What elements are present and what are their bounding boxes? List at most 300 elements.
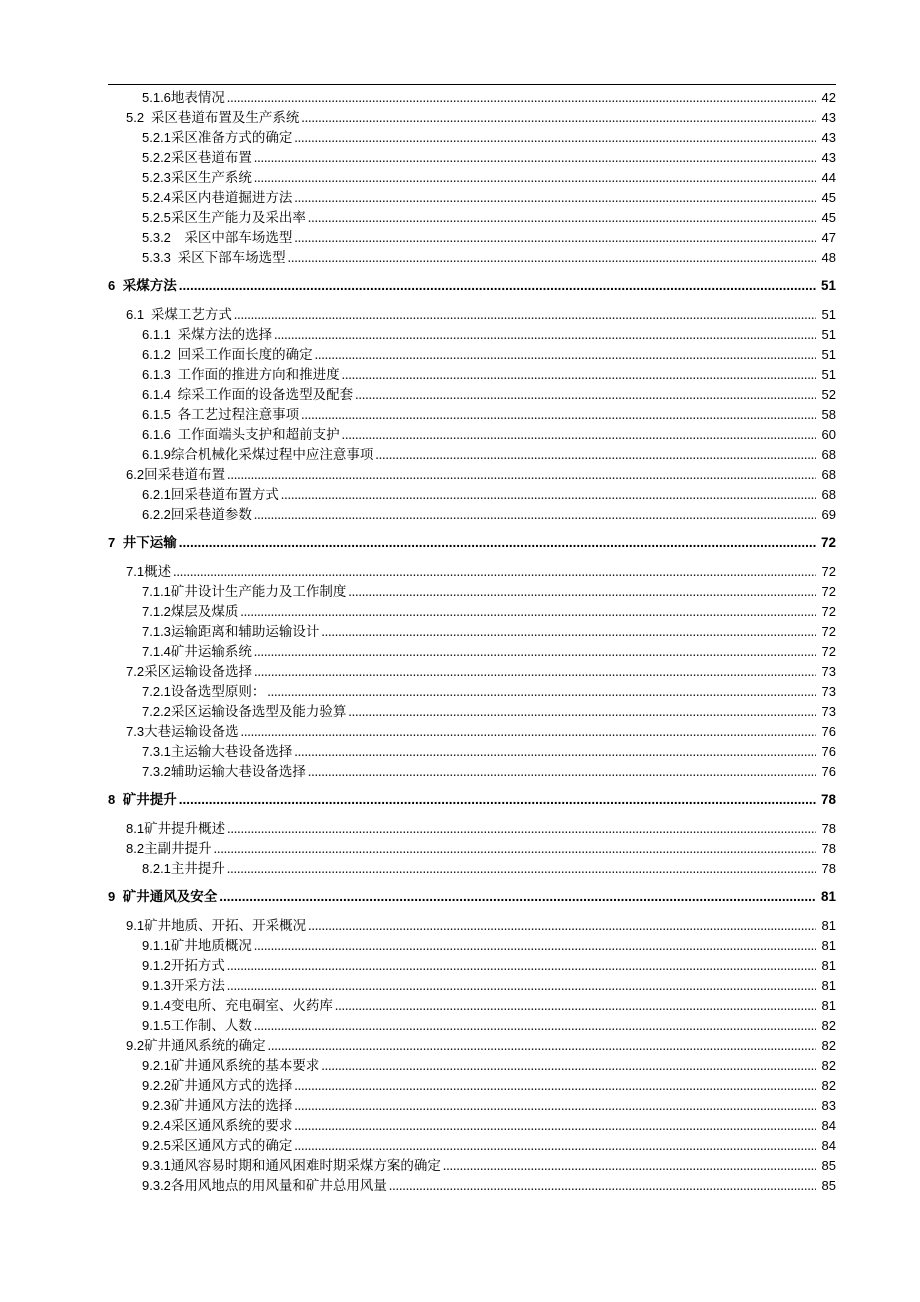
- toc-entry-number: 9.3.2: [142, 1178, 171, 1193]
- toc-entry-text: 矿井通风及安全: [115, 889, 218, 904]
- toc-entry-page-number: 43: [821, 150, 836, 165]
- toc-entry-text: 采区运输设备选择: [144, 664, 253, 679]
- toc-entry-number: 6.1.5: [142, 407, 171, 422]
- toc-entry-text: 主副井提升: [144, 841, 212, 856]
- toc-leader-dots: [308, 762, 816, 782]
- toc-entry-text: 设备选型原则：: [170, 684, 266, 699]
- toc-entry[interactable]: [108, 445, 836, 465]
- toc-entry-number: 8: [108, 792, 116, 807]
- toc-entry[interactable]: [108, 1076, 836, 1096]
- toc-leader-dots: [294, 1076, 816, 1096]
- toc-entry[interactable]: [108, 976, 836, 996]
- toc-entry-text: 开拓方式: [170, 958, 225, 973]
- toc-entry-page-number: 68: [821, 487, 836, 502]
- toc-entry-title: [142, 148, 254, 168]
- toc-entry-number: 7.1.4: [142, 644, 171, 659]
- toc-entry-title: [126, 916, 308, 936]
- toc-entry-text: 变电所、充电硐室、火药库: [170, 998, 333, 1013]
- toc-entry-number: 5.2.4: [142, 190, 171, 205]
- toc-leader-dots: [308, 916, 816, 936]
- toc-entry-page-number: 51: [821, 327, 836, 342]
- toc-entry-number: 6.1.2: [142, 347, 171, 362]
- toc-entry-title: [142, 1096, 294, 1116]
- toc-entry-title: [126, 1036, 268, 1056]
- toc-entry[interactable]: [108, 1156, 836, 1176]
- toc-entry-page-number: 72: [821, 624, 836, 639]
- toc-entry-page-number: 82: [821, 1018, 836, 1033]
- toc-entry-title: [142, 485, 281, 505]
- toc-entry-title: [126, 305, 234, 325]
- toc-entry-number: 9.2.1: [142, 1058, 171, 1073]
- toc-entry-title: [142, 622, 321, 642]
- toc-entry[interactable]: [108, 405, 836, 425]
- toc-entry-text: 采区通风系统的要求: [170, 1118, 293, 1133]
- toc-entry-page-number: 51: [821, 307, 836, 322]
- toc-entry-text: 回采巷道参数: [170, 507, 252, 522]
- toc-entry-text: 采区巷道布置及生产系统: [144, 110, 300, 125]
- toc-entry-text: 煤层及煤质: [170, 604, 239, 619]
- toc-entry[interactable]: [108, 936, 836, 956]
- toc-leader-dots: [254, 1016, 816, 1036]
- toc-entry[interactable]: [108, 208, 836, 228]
- toc-entry[interactable]: [108, 562, 836, 582]
- toc-entry-text: 主井提升: [170, 861, 225, 876]
- toc-entry-page-number: 72: [821, 644, 836, 659]
- toc-leader-dots: [274, 325, 816, 345]
- toc-entry[interactable]: [108, 956, 836, 976]
- toc-leader-dots: [227, 465, 816, 485]
- toc-entry-page-number: 83: [821, 1098, 836, 1113]
- toc-entry-number: 9.1.5: [142, 1018, 171, 1033]
- toc-leader-dots: [335, 996, 816, 1016]
- toc-entry-title: [142, 1076, 294, 1096]
- toc-entry-number: 9.2.4: [142, 1118, 171, 1133]
- toc-entry-text: 工作面的推进方向和推进度: [170, 367, 340, 382]
- toc-entry[interactable]: [108, 108, 836, 128]
- toc-entry-page-number: 85: [821, 1158, 836, 1173]
- toc-entry-title: [142, 859, 227, 879]
- toc-entry-number: 9.2.5: [142, 1138, 171, 1153]
- toc-entry[interactable]: [108, 790, 836, 810]
- toc-leader-dots: [294, 1116, 816, 1136]
- toc-entry[interactable]: [108, 465, 836, 485]
- toc-entry-number: 8.2.1: [142, 861, 171, 876]
- toc-leader-dots: [227, 859, 816, 879]
- toc-entry-page-number: 81: [820, 889, 836, 904]
- toc-entry-text: 采区中部车场选型: [170, 230, 293, 245]
- toc-entry-number: 9.1.4: [142, 998, 171, 1013]
- toc-entry-text: 采区生产能力及采出率: [170, 210, 306, 225]
- toc-leader-dots: [315, 345, 816, 365]
- toc-leader-dots: [348, 702, 816, 722]
- toc-leader-dots: [268, 1036, 816, 1056]
- toc-entry-text: 综合机械化采煤过程中应注意事项: [170, 447, 374, 462]
- toc-entry[interactable]: [108, 305, 836, 325]
- toc-entry-page-number: 73: [821, 664, 836, 679]
- toc-entry-number: 7: [108, 535, 116, 550]
- toc-leader-dots: [375, 445, 816, 465]
- toc-leader-dots: [443, 1156, 816, 1176]
- toc-entry[interactable]: [108, 533, 836, 553]
- toc-entry-number: 9.1.2: [142, 958, 171, 973]
- toc-leader-dots: [308, 208, 816, 228]
- toc-leader-dots: [240, 602, 816, 622]
- toc-entry-page-number: 69: [821, 507, 836, 522]
- toc-entry[interactable]: [108, 1136, 836, 1156]
- toc-entry-text: 辅助运输大巷设备选择: [170, 764, 306, 779]
- toc-entry-number: 6.1.4: [142, 387, 171, 402]
- toc-leader-dots: [173, 562, 816, 582]
- toc-entry[interactable]: [108, 88, 836, 108]
- toc-leader-dots: [241, 722, 816, 742]
- toc-entry-number: 6.1.1: [142, 327, 171, 342]
- toc-entry-number: 6.2: [126, 467, 145, 482]
- toc-entry-title: [126, 722, 241, 742]
- toc-entry[interactable]: [108, 1016, 836, 1036]
- toc-entry[interactable]: [108, 425, 836, 445]
- toc-entry-text: 大巷运输设备选: [144, 724, 239, 739]
- toc-entry-page-number: 44: [821, 170, 836, 185]
- toc-entry[interactable]: [108, 1056, 836, 1076]
- toc-entry-text: 综采工作面的设备选型及配套: [170, 387, 354, 402]
- toc-entry[interactable]: [108, 642, 836, 662]
- toc-entry-number: 7.3.1: [142, 744, 171, 759]
- toc-entry-number: 6: [108, 278, 116, 293]
- toc-entry-title: [142, 1136, 294, 1156]
- toc-leader-dots: [227, 88, 816, 108]
- toc-entry-title: [142, 1176, 389, 1196]
- toc-entry-number: 7.1.3: [142, 624, 171, 639]
- toc-entry-page-number: 60: [821, 427, 836, 442]
- toc-entry[interactable]: [108, 1116, 836, 1136]
- toc-entry[interactable]: [108, 276, 836, 296]
- toc-entry-number: 5.2.3: [142, 170, 171, 185]
- toc-entry-number: 9.1: [126, 918, 145, 933]
- header-rule: [108, 84, 836, 85]
- toc-entry[interactable]: [108, 859, 836, 879]
- toc-entry-title: [142, 1116, 294, 1136]
- toc-entry-title: [142, 405, 301, 425]
- toc-entry-page-number: 82: [821, 1038, 836, 1053]
- toc-entry-text: 采区准备方式的确定: [170, 130, 293, 145]
- toc-entry[interactable]: [108, 168, 836, 188]
- toc-entry-page-number: 58: [821, 407, 836, 422]
- toc-entry-title: [126, 662, 254, 682]
- toc-leader-dots: [342, 365, 816, 385]
- toc-entry-title: [142, 762, 308, 782]
- toc-entry[interactable]: [108, 702, 836, 722]
- toc-entry-number: 9.1.3: [142, 978, 171, 993]
- toc-entry-text: 采区下部车场选型: [170, 250, 286, 265]
- toc-entry-page-number: 81: [821, 958, 836, 973]
- toc-leader-dots: [227, 956, 816, 976]
- toc-entry-number: 9.2: [126, 1038, 145, 1053]
- toc-entry-page-number: 73: [821, 684, 836, 699]
- toc-leader-dots: [234, 305, 816, 325]
- toc-entry-title: [142, 325, 274, 345]
- toc-entry-text: 矿井地质概况: [170, 938, 252, 953]
- toc-entry-title: [142, 582, 348, 602]
- toc-entry-page-number: 81: [821, 998, 836, 1013]
- toc-entry-text: 矿井地质、开拓、开采概况: [144, 918, 307, 933]
- toc-entry-page-number: 68: [821, 467, 836, 482]
- toc-entry-number: 5.3.2: [142, 230, 171, 245]
- toc-entry-title: [108, 790, 179, 810]
- toc-leader-dots: [227, 976, 816, 996]
- toc-leader-dots: [214, 839, 816, 859]
- toc-entry[interactable]: [108, 582, 836, 602]
- toc-entry-number: 5.2.1: [142, 130, 171, 145]
- toc-entry[interactable]: [108, 365, 836, 385]
- toc-entry-text: 采区内巷道掘进方法: [170, 190, 293, 205]
- toc-leader-dots: [355, 385, 816, 405]
- toc-entry-text: 工作面端头支护和超前支护: [170, 427, 340, 442]
- toc-entry-page-number: 51: [820, 278, 836, 293]
- toc-entry-text: 回采巷道布置方式: [170, 487, 279, 502]
- toc-entry-title: [142, 682, 267, 702]
- toc-entry-title: [142, 936, 254, 956]
- toc-entry[interactable]: [108, 345, 836, 365]
- toc-entry-text: 各用风地点的用风量和矿井总用风量: [170, 1178, 387, 1193]
- toc-leader-dots: [294, 188, 816, 208]
- toc-entry[interactable]: [108, 996, 836, 1016]
- toc-entry-title: [142, 505, 254, 525]
- toc-entry-number: 7.2: [126, 664, 145, 679]
- toc-entry-title: [142, 956, 227, 976]
- toc-entry-text: 井下运输: [115, 535, 177, 550]
- toc-entry-text: 采煤方法: [115, 278, 177, 293]
- toc-entry-number: 9.1.1: [142, 938, 171, 953]
- toc-entry-title: [108, 887, 219, 907]
- toc-entry-number: 7.3: [126, 724, 145, 739]
- toc-entry-title: [142, 1156, 443, 1176]
- toc-entry-title: [142, 996, 335, 1016]
- toc-entry-page-number: 81: [821, 938, 836, 953]
- toc-entry-title: [142, 425, 342, 445]
- toc-leader-dots: [288, 248, 816, 268]
- toc-entry[interactable]: [108, 742, 836, 762]
- toc-entry-text: 运输距离和辅助运输设计: [170, 624, 320, 639]
- toc-entry-page-number: 45: [821, 210, 836, 225]
- toc-leader-dots: [179, 533, 816, 553]
- toc-entry[interactable]: [108, 839, 836, 859]
- toc-entry-number: 9: [108, 889, 116, 904]
- toc-entry-title: [142, 602, 240, 622]
- toc-entry[interactable]: [108, 485, 836, 505]
- toc-leader-dots: [294, 1096, 816, 1116]
- toc-entry[interactable]: [108, 1176, 836, 1196]
- toc-entry-number: 8.2: [126, 841, 145, 856]
- toc-entry-page-number: 78: [821, 821, 836, 836]
- toc-entry-page-number: 43: [821, 110, 836, 125]
- toc-entry-text: 矿井通风系统的确定: [144, 1038, 266, 1053]
- toc-entry-page-number: 85: [821, 1178, 836, 1193]
- toc-entry-number: 9.3.1: [142, 1158, 171, 1173]
- toc-entry-page-number: 84: [821, 1138, 836, 1153]
- toc-entry-number: 5.2.5: [142, 210, 171, 225]
- toc-entry-text: 矿井通风方法的选择: [170, 1098, 293, 1113]
- toc-leader-dots: [179, 790, 816, 810]
- toc-entry-number: 5.3.3: [142, 250, 171, 265]
- toc-entry-title: [108, 276, 179, 296]
- toc-entry[interactable]: [108, 188, 836, 208]
- toc-entry[interactable]: [108, 722, 836, 742]
- toc-entry[interactable]: [108, 228, 836, 248]
- toc-entry[interactable]: [108, 682, 836, 702]
- toc-entry-title: [142, 642, 254, 662]
- toc-entry-text: 采煤方法的选择: [170, 327, 273, 342]
- toc-entry[interactable]: [108, 505, 836, 525]
- toc-entry-page-number: 76: [821, 764, 836, 779]
- toc-leader-dots: [294, 1136, 816, 1156]
- toc-leader-dots: [294, 128, 816, 148]
- toc-entry-number: 7.1: [126, 564, 145, 579]
- toc-entry-page-number: 78: [821, 861, 836, 876]
- toc-entry-number: 6.2.2: [142, 507, 171, 522]
- toc-leader-dots: [254, 936, 816, 956]
- toc-entry-title: [142, 88, 227, 108]
- toc-entry[interactable]: [108, 385, 836, 405]
- toc-leader-dots: [254, 642, 816, 662]
- toc-entry[interactable]: [108, 602, 836, 622]
- toc-entry-page-number: 76: [821, 744, 836, 759]
- toc-entry-page-number: 76: [821, 724, 836, 739]
- toc-entry-text: 主运输大巷设备选择: [170, 744, 293, 759]
- toc-entry-page-number: 82: [821, 1078, 836, 1093]
- toc-entry[interactable]: [108, 887, 836, 907]
- toc-entry-page-number: 52: [821, 387, 836, 402]
- toc-leader-dots: [301, 108, 816, 128]
- toc-entry-text: 地表情况: [170, 90, 225, 105]
- toc-entry-title: [126, 819, 227, 839]
- toc-leader-dots: [254, 168, 816, 188]
- toc-entry[interactable]: [108, 148, 836, 168]
- toc-entry-title: [126, 465, 227, 485]
- toc-entry-text: 回采工作面长度的确定: [170, 347, 313, 362]
- toc-leader-dots: [254, 662, 816, 682]
- toc-entry-page-number: 84: [821, 1118, 836, 1133]
- toc-entry-page-number: 81: [821, 918, 836, 933]
- toc-entry-number: 7.3.2: [142, 764, 171, 779]
- toc-entry-text: 开采方法: [170, 978, 225, 993]
- toc-leader-dots: [321, 622, 816, 642]
- toc-entry-title: [142, 345, 315, 365]
- toc-entry-page-number: 82: [821, 1058, 836, 1073]
- toc-entry[interactable]: [108, 622, 836, 642]
- toc-entry-text: 采煤工艺方式: [144, 307, 232, 322]
- toc-entry-number: 6.1: [126, 307, 145, 322]
- toc-leader-dots: [294, 742, 816, 762]
- toc-entry-number: 6.1.9: [142, 447, 171, 462]
- toc-entry-title: [126, 108, 301, 128]
- toc-entry-number: 7.2.2: [142, 704, 171, 719]
- toc-leader-dots: [389, 1176, 816, 1196]
- toc-entry-title: [142, 702, 348, 722]
- toc-entry-page-number: 51: [821, 347, 836, 362]
- toc-entry-text: 通风容易时期和通风困难时期采煤方案的确定: [170, 1158, 441, 1173]
- toc-entry-text: 各工艺过程注意事项: [170, 407, 300, 422]
- toc-leader-dots: [342, 425, 816, 445]
- toc-entry[interactable]: [108, 762, 836, 782]
- toc-entry-title: [142, 385, 355, 405]
- toc-entry-page-number: 47: [821, 230, 836, 245]
- toc-entry-number: 6.1.3: [142, 367, 171, 382]
- toc-entry-text: 矿井提升: [115, 792, 177, 807]
- toc-entry-text: 采区运输设备选型及能力验算: [170, 704, 347, 719]
- toc-entry-title: [142, 208, 308, 228]
- toc-entry-title: [142, 228, 294, 248]
- toc-entry-page-number: 72: [821, 584, 836, 599]
- toc-entry-number: 9.2.3: [142, 1098, 171, 1113]
- toc-entry-number: 7.2.1: [142, 684, 171, 699]
- toc-entry[interactable]: [108, 1036, 836, 1056]
- toc-entry-number: 8.1: [126, 821, 145, 836]
- toc-entry[interactable]: [108, 916, 836, 936]
- toc-entry-title: [142, 1056, 321, 1076]
- toc-entry-number: 5.1.6: [142, 90, 171, 105]
- toc-entry-number: 6.2.1: [142, 487, 171, 502]
- toc-entry-title: [142, 128, 294, 148]
- toc-leader-dots: [301, 405, 816, 425]
- toc-entry-page-number: 72: [821, 604, 836, 619]
- toc-entry-title: [126, 562, 173, 582]
- toc-entry[interactable]: [108, 819, 836, 839]
- toc-entry[interactable]: [108, 325, 836, 345]
- toc-entry-number: 7.1.1: [142, 584, 171, 599]
- toc-entry-number: 6.1.6: [142, 427, 171, 442]
- toc-entry-number: 5.2.2: [142, 150, 171, 165]
- toc-entry-page-number: 68: [821, 447, 836, 462]
- toc-entry-page-number: 45: [821, 190, 836, 205]
- toc-entry-title: [126, 839, 214, 859]
- toc-leader-dots: [321, 1056, 816, 1076]
- toc-entry-number: 5.2: [126, 110, 145, 125]
- toc-entry-text: 采区生产系统: [170, 170, 252, 185]
- toc-entry-title: [108, 533, 179, 553]
- toc-leader-dots: [179, 276, 816, 296]
- toc-entry-text: 概述: [144, 564, 172, 579]
- toc-entry[interactable]: [108, 248, 836, 268]
- toc-entry-number: 7.1.2: [142, 604, 171, 619]
- toc-entry-title: [142, 365, 342, 385]
- toc-entry-page-number: 73: [821, 704, 836, 719]
- toc-entry-page-number: 72: [820, 535, 836, 550]
- toc-entry-title: [142, 168, 254, 188]
- toc-leader-dots: [254, 148, 816, 168]
- toc-leader-dots: [219, 887, 816, 907]
- toc-entry-title: [142, 1016, 254, 1036]
- toc-entry-text: 采区巷道布置: [170, 150, 252, 165]
- toc-entry[interactable]: [108, 662, 836, 682]
- toc-entry-text: 矿井通风系统的基本要求: [170, 1058, 320, 1073]
- toc-entry-page-number: 48: [821, 250, 836, 265]
- toc-entry-title: [142, 445, 375, 465]
- toc-entry-text: 工作制、人数: [170, 1018, 252, 1033]
- toc-entry-text: 矿井设计生产能力及工作制度: [170, 584, 347, 599]
- toc-entry-text: 矿井运输系统: [170, 644, 252, 659]
- toc-entry[interactable]: [108, 1096, 836, 1116]
- toc-entry-page-number: 81: [821, 978, 836, 993]
- toc-entry-page-number: 78: [821, 841, 836, 856]
- toc-leader-dots: [254, 505, 816, 525]
- table-of-contents: [108, 88, 836, 1196]
- toc-entry[interactable]: [108, 128, 836, 148]
- toc-leader-dots: [227, 819, 816, 839]
- toc-leader-dots: [294, 228, 816, 248]
- toc-leader-dots: [267, 682, 816, 702]
- toc-entry-page-number: 51: [821, 367, 836, 382]
- toc-entry-page-number: 43: [821, 130, 836, 145]
